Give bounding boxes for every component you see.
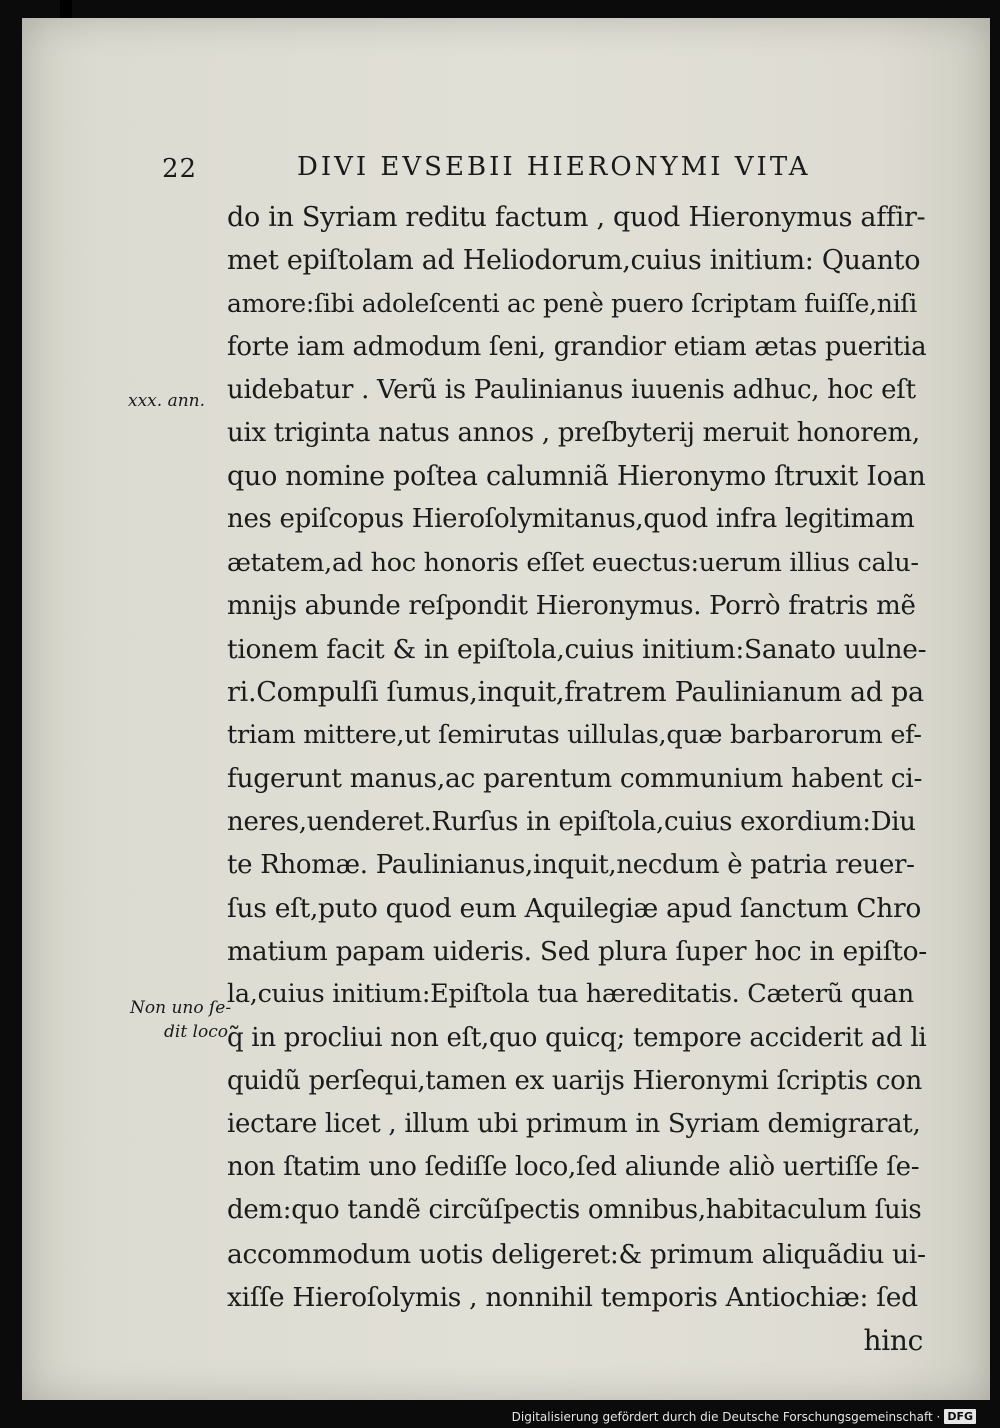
text-line: te Rhomæ. Paulinianus,inquit,necdum è patria reuer- xyxy=(227,849,915,880)
body-text xyxy=(227,196,927,1362)
text-line: ætatem,ad hoc honoris eſſet euectus:uerum illius calu- xyxy=(227,547,919,578)
text-line: matium papam uideris. Sed plura ſuper hoc in epiſto- xyxy=(227,936,927,968)
text-line: la,cuius initium:Epiſtola tua hæreditatis. Cæterũ quan xyxy=(227,979,914,1010)
text-line: hinc xyxy=(863,1323,923,1357)
marginal-note-loco-line2: dit loco. xyxy=(164,1022,234,1042)
folio-number: 22 xyxy=(162,154,198,184)
text-line: neres,uenderet.Rurſus in epiſtola,cuius exordium:Diu xyxy=(227,806,916,837)
text-line: tionem facit & in epiſtola,cuius initium:Sanato uulne- xyxy=(227,633,927,665)
text-line: uix triginta natus annos , preſbyterij meruit honorem, xyxy=(227,417,920,448)
text-line: q̃ in procliui non eſt,quo quicq; tempore acciderit ad li xyxy=(227,1022,927,1053)
text-line: ri.Compulſi ſumus,inquit,fratrem Paulinianum ad pa xyxy=(227,677,924,709)
text-line: accommodum uotis deligeret:& primum aliquãdiu ui- xyxy=(227,1238,926,1270)
text-line: xiſſe Hieroſolymis , nonnihil temporis Antiochiæ: ſed xyxy=(227,1281,918,1313)
page-header xyxy=(162,152,822,192)
running-title: DIVI EVSEBII HIERONYMI VITA xyxy=(297,152,811,182)
text-line: iectare licet , illum ubi primum in Syriam demigrarat, xyxy=(227,1108,921,1139)
dfg-logo: DFG xyxy=(944,1409,976,1424)
text-line: forte iam admodum ſeni, grandior etiam ætas pueritia xyxy=(227,331,927,362)
text-line: fugerunt manus,ac parentum communium habent ci- xyxy=(227,763,923,795)
text-line: ſus eſt,puto quod eum Aquilegiæ apud ſanctum Chro xyxy=(227,893,922,924)
book-page xyxy=(22,18,990,1400)
digitization-credit xyxy=(512,1409,976,1424)
text-line: do in Syriam reditu factum , quod Hieronymus affir- xyxy=(227,202,926,233)
text-line: non ſtatim uno ſediſſe loco,ſed aliunde aliò uertiſſe ſe- xyxy=(227,1152,920,1183)
text-line: uidebatur . Verũ is Paulinianus iuuenis adhuc, hoc eſt xyxy=(227,374,916,405)
text-line: nes epiſcopus Hieroſolymitanus,quod infra legitimam xyxy=(227,504,915,535)
text-line: amore:ſibi adoleſcenti ac penè puero ſcriptam fuiſſe,niſi xyxy=(227,289,917,319)
text-line: met epiſtolam ad Heliodorum,cuius initium: Quanto xyxy=(227,245,921,277)
text-line: mnijs abunde reſpondit Hieronymus. Porrò fratris mẽ xyxy=(227,590,916,621)
credit-text: Digitalisierung gefördert durch die Deutsche Forschungsgemeinschaft · xyxy=(511,1409,941,1424)
text-line: triam mittere,ut ſemirutas uillulas,quæ barbarorum ef- xyxy=(227,720,922,751)
text-line: quidũ perſequi,tamen ex uarijs Hieronymi ſcriptis con xyxy=(227,1065,922,1096)
text-line: dem:quo tandẽ circũſpectis omnibus,habitaculum ſuis xyxy=(227,1195,922,1226)
text-line: quo nomine poſtea calumniã Hieronymo ſtruxit Ioan xyxy=(227,461,926,493)
marginal-note-loco-line1: Non uno ſe- xyxy=(130,998,232,1018)
marginal-note-age: xxx. ann. xyxy=(128,391,206,411)
